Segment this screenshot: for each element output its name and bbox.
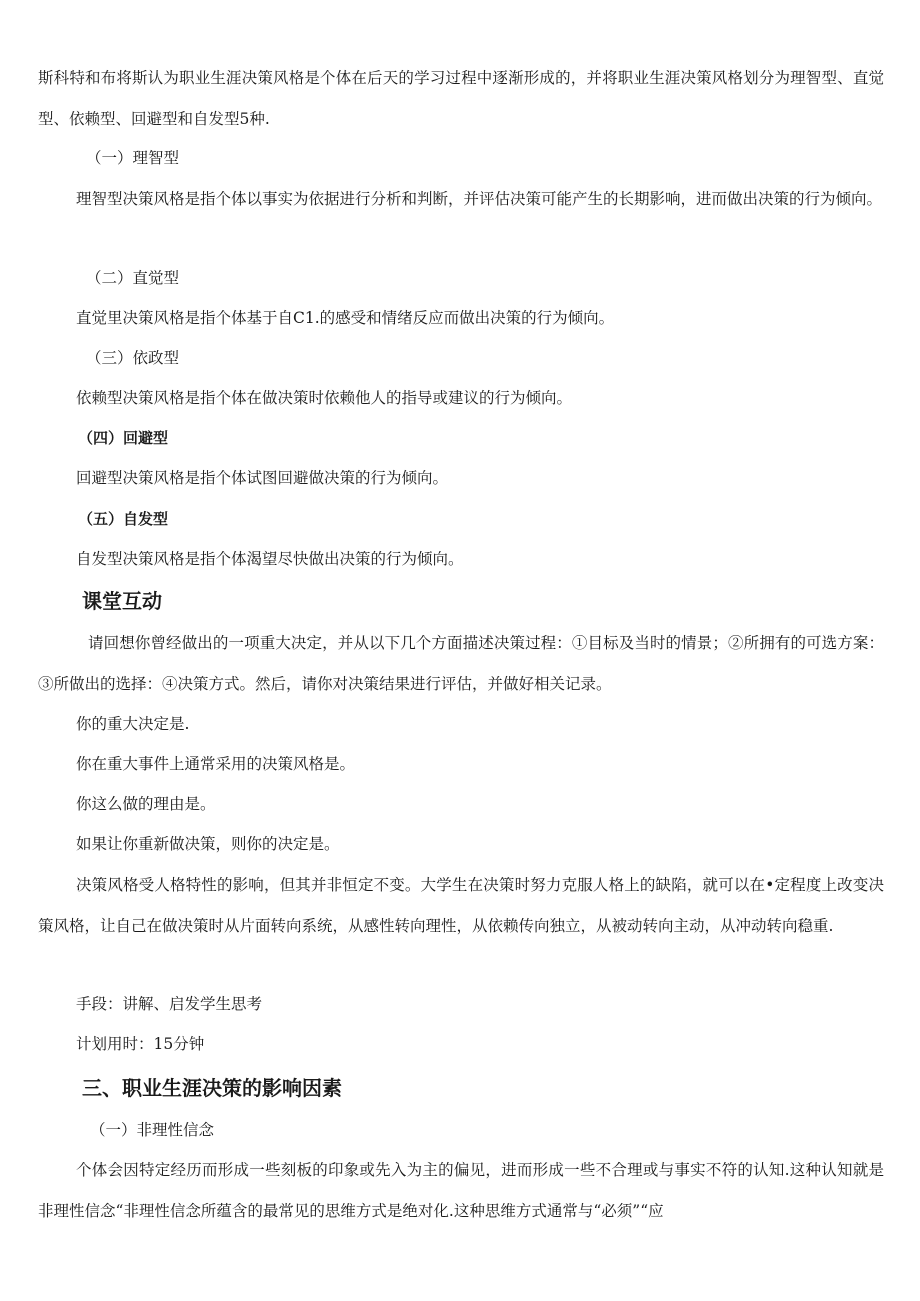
- style-heading-spontaneous: （五）自发型: [78, 510, 169, 528]
- intro-paragraph: 斯科特和布将斯认为职业生涯决策风格是个体在后天的学习过程中逐渐形成的，并将职业生涯决策风格划分为理智型、直觉型、依赖型、回避型和自发型5种.: [38, 69, 884, 128]
- style-text-spontaneous: 自发型决策风格是指个体渴望尽快做出决策的行为倾向。: [76, 550, 464, 568]
- style-heading-intuitive: （二）直觉型: [86, 269, 180, 287]
- style-text-rational: 理智型决策风格是指个体以事实为依据进行分析和判断，并评估决策可能产生的长期影响，进而做出决策的行为倾向。: [76, 190, 883, 208]
- style-text-dependent: 依赖型决策风格是指个体在做决策时依赖他人的指导或建议的行为倾向。: [76, 389, 573, 407]
- section3-title: 三、职业生涯决策的影响因素: [82, 1076, 342, 1100]
- question-reason: 你这么做的理由是。: [76, 795, 216, 813]
- section3-paragraph: 个体会因特定经历而形成一些刻板的印象或先入为主的偏见，进而形成一些不合理或与事实不符的认知.这种认知就是非理性信念“非理性信念所蕴含的最常见的思维方式是绝对化.这种思维方式通常与“必须”“应: [38, 1161, 884, 1220]
- question-style: 你在重大事件上通常采用的决策风格是。: [76, 755, 356, 773]
- interaction-title: 课堂互动: [82, 589, 162, 613]
- time-line: 计划用时：15分钟: [76, 1035, 205, 1053]
- method-line: 手段：讲解、启发学生思考: [76, 995, 263, 1013]
- style-text-avoidant: 回避型决策风格是指个体试图回避做决策的行为倾向。: [76, 469, 449, 487]
- section3-sub1: （一）非理性信念: [90, 1121, 215, 1139]
- style-heading-avoidant: （四）回避型: [78, 429, 169, 447]
- style-heading-dependent: （三）依政型: [86, 349, 180, 367]
- summary-paragraph: 决策风格受人格特性的影响，但其并非恒定不变。大学生在决策时努力克服人格上的缺陷，就可以在•定程度上改变决策风格，让自己在做决策时从片面转向系统，从感性转向理性，从依赖传向独立，从被动转向主动，从冲动转向稳重.: [38, 876, 884, 935]
- question-decision: 你的重大决定是.: [76, 715, 190, 733]
- style-text-intuitive: 直觉里决策风格是指个体基于自C1.的感受和情绪反应而做出决策的行为倾向。: [76, 309, 615, 327]
- interaction-prompt: 请回想你曾经做出的一项重大决定，并从以下几个方面描述决策过程：①目标及当时的情景；②所拥有的可选方案：③所做出的选择：④决策方式。然后，请你对决策结果进行评估，并做好相关记录。: [38, 634, 884, 693]
- question-redo: 如果让你重新做决策，则你的决定是。: [76, 835, 340, 853]
- style-heading-rational: （一）理智型: [86, 149, 180, 167]
